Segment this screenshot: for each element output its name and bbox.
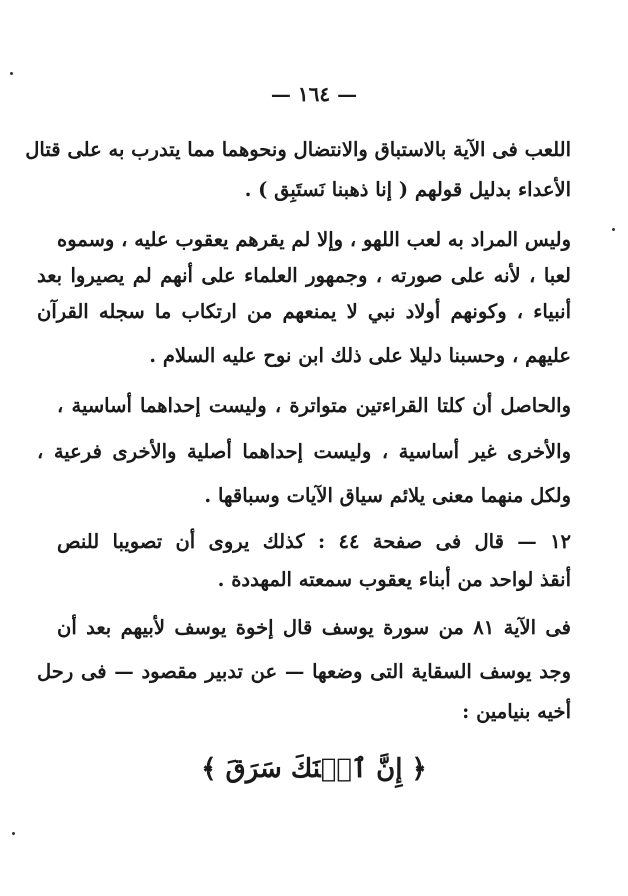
scan-speck xyxy=(612,228,615,231)
text-line-10: ١٢ — قال فى صفحة ٤٤ : كذلك يروى أن تصويبا للنص xyxy=(57,530,572,553)
text-line-5: أنبياء ، وكونهم أولاد نبي لا يمنعهم من ارتكاب ما سجله القرآن xyxy=(37,300,571,323)
text-line-8: والأخرى غير أساسية ، وليست إحداهما أصلية والأخرى فرعية ، xyxy=(37,440,571,463)
quran-verse: ﴿ إِنَّ ٱبۡنَكَ سَرَقَ ﴾ xyxy=(201,754,427,784)
scan-speck xyxy=(12,832,15,835)
text-line-14: أخيه بنيامين : xyxy=(462,700,571,723)
text-line-11: أنقذ لواحد من أبناء يعقوب سمعته المهددة . xyxy=(217,568,571,591)
text-line-13: وجد يوسف السقاية التى وضعها — عن تدبير مقصود — فى رحل xyxy=(37,660,571,683)
text-line-12: فى الآية ٨١ من سورة يوسف قال إخوة يوسف لأبيهم بعد أن xyxy=(57,616,572,639)
text-line-4: لعبا ، لأنه على صورته ، وجمهور العلماء على أنهم لم يصيروا بعد xyxy=(37,264,571,287)
text-line-9: ولكل منهما معنى يلائم سياق الآيات وسباقها . xyxy=(204,484,571,507)
text-line-1: اللعب فى الآية بالاستباق والانتضال ونحوهما مما يتدرب به على قتال xyxy=(25,138,571,161)
page-number: — ١٦٤ — xyxy=(270,82,358,106)
text-line-3: وليس المراد به لعب اللهو ، وإلا لم يقرهم يعقوب عليه ، وسموه xyxy=(57,228,571,251)
scan-speck xyxy=(10,72,13,75)
text-line-7: والحاصل أن كلتا القراءتين متواترة ، وليست إحداهما أساسية ، xyxy=(57,394,571,417)
text-line-2: الأعداء بدليل قولهم ( إنا ذهبنا نَستَبِق ) . xyxy=(244,178,571,201)
text-line-6: عليهم ، وحسبنا دليلا على ذلك ابن نوح عليه السلام . xyxy=(149,344,571,367)
